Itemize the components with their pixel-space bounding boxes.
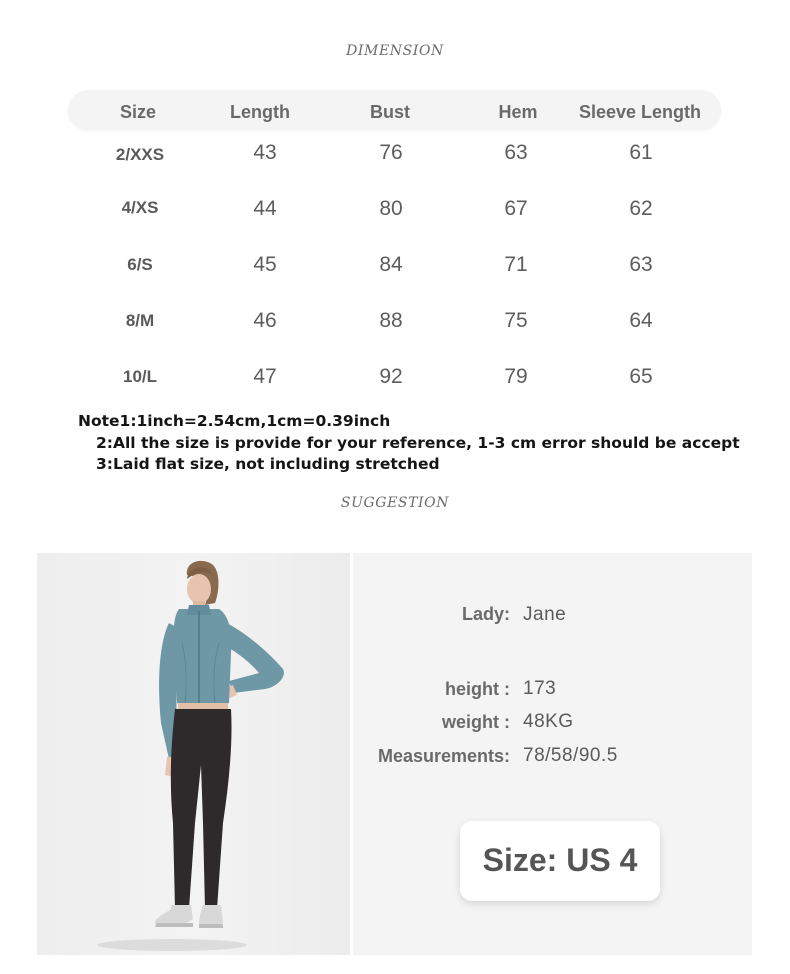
header-hem: Hem bbox=[498, 102, 538, 122]
lady-value: Jane bbox=[523, 604, 567, 625]
model-info-panel bbox=[353, 553, 752, 955]
weight-value: 48KG bbox=[523, 711, 574, 732]
table-cell-length: 47 bbox=[253, 365, 277, 388]
table-cell-sleeve: 63 bbox=[629, 253, 653, 276]
table-cell-sleeve: 65 bbox=[629, 365, 653, 388]
table-cell-sleeve: 61 bbox=[629, 141, 653, 164]
table-cell-sleeve: 64 bbox=[629, 309, 653, 332]
lady-label: Lady: bbox=[461, 604, 510, 624]
measurements-value: 78/58/90.5 bbox=[523, 745, 618, 766]
table-cell-bust: 84 bbox=[379, 253, 403, 276]
note-line: Note1:1inch=2.54cm,1cm=0.39inch bbox=[78, 412, 391, 430]
table-cell-length: 45 bbox=[253, 253, 277, 276]
table-cell-hem: 75 bbox=[504, 309, 528, 332]
model-photo bbox=[37, 553, 350, 955]
weight-label: weight : bbox=[442, 712, 510, 732]
table-cell-hem: 71 bbox=[504, 253, 528, 276]
table-cell-sleeve: 62 bbox=[629, 197, 653, 220]
table-row-size: 8/M bbox=[125, 311, 155, 330]
size-badge: Size: US 4 bbox=[460, 821, 660, 901]
header-sleeve-length: Sleeve Length bbox=[578, 102, 702, 122]
table-row-size: 10/L bbox=[122, 367, 158, 386]
table-row-size: 2/XXS bbox=[115, 145, 165, 164]
note-line: 2:All the size is provide for your reference, 1-3 cm error should be accept bbox=[96, 433, 740, 452]
table-cell-bust: 80 bbox=[379, 197, 403, 220]
table-cell-length: 43 bbox=[253, 141, 277, 164]
table-row-size: 4/XS bbox=[121, 198, 159, 217]
model-figure-illustration bbox=[37, 553, 350, 955]
table-cell-bust: 92 bbox=[379, 365, 403, 388]
table-cell-hem: 67 bbox=[504, 197, 528, 220]
table-cell-bust: 88 bbox=[379, 309, 403, 332]
header-size: Size bbox=[119, 102, 157, 122]
table-cell-length: 46 bbox=[253, 309, 277, 332]
note-line: 3:Laid flat size, not including stretched bbox=[96, 455, 440, 473]
suggestion-title: SUGGESTION bbox=[340, 495, 450, 511]
table-row-size: 6/S bbox=[127, 255, 153, 274]
header-length: Length bbox=[230, 102, 290, 122]
dimension-title: DIMENSION bbox=[346, 43, 444, 59]
table-cell-hem: 63 bbox=[504, 141, 528, 164]
height-value: 173 bbox=[523, 678, 557, 699]
table-cell-bust: 76 bbox=[379, 141, 403, 164]
table-cell-hem: 79 bbox=[504, 365, 528, 388]
measurements-label: Measurements: bbox=[377, 746, 510, 766]
size-notes bbox=[78, 411, 740, 476]
header-bust: Bust bbox=[370, 102, 410, 122]
table-cell-length: 44 bbox=[253, 197, 277, 220]
height-label: height : bbox=[445, 679, 510, 699]
